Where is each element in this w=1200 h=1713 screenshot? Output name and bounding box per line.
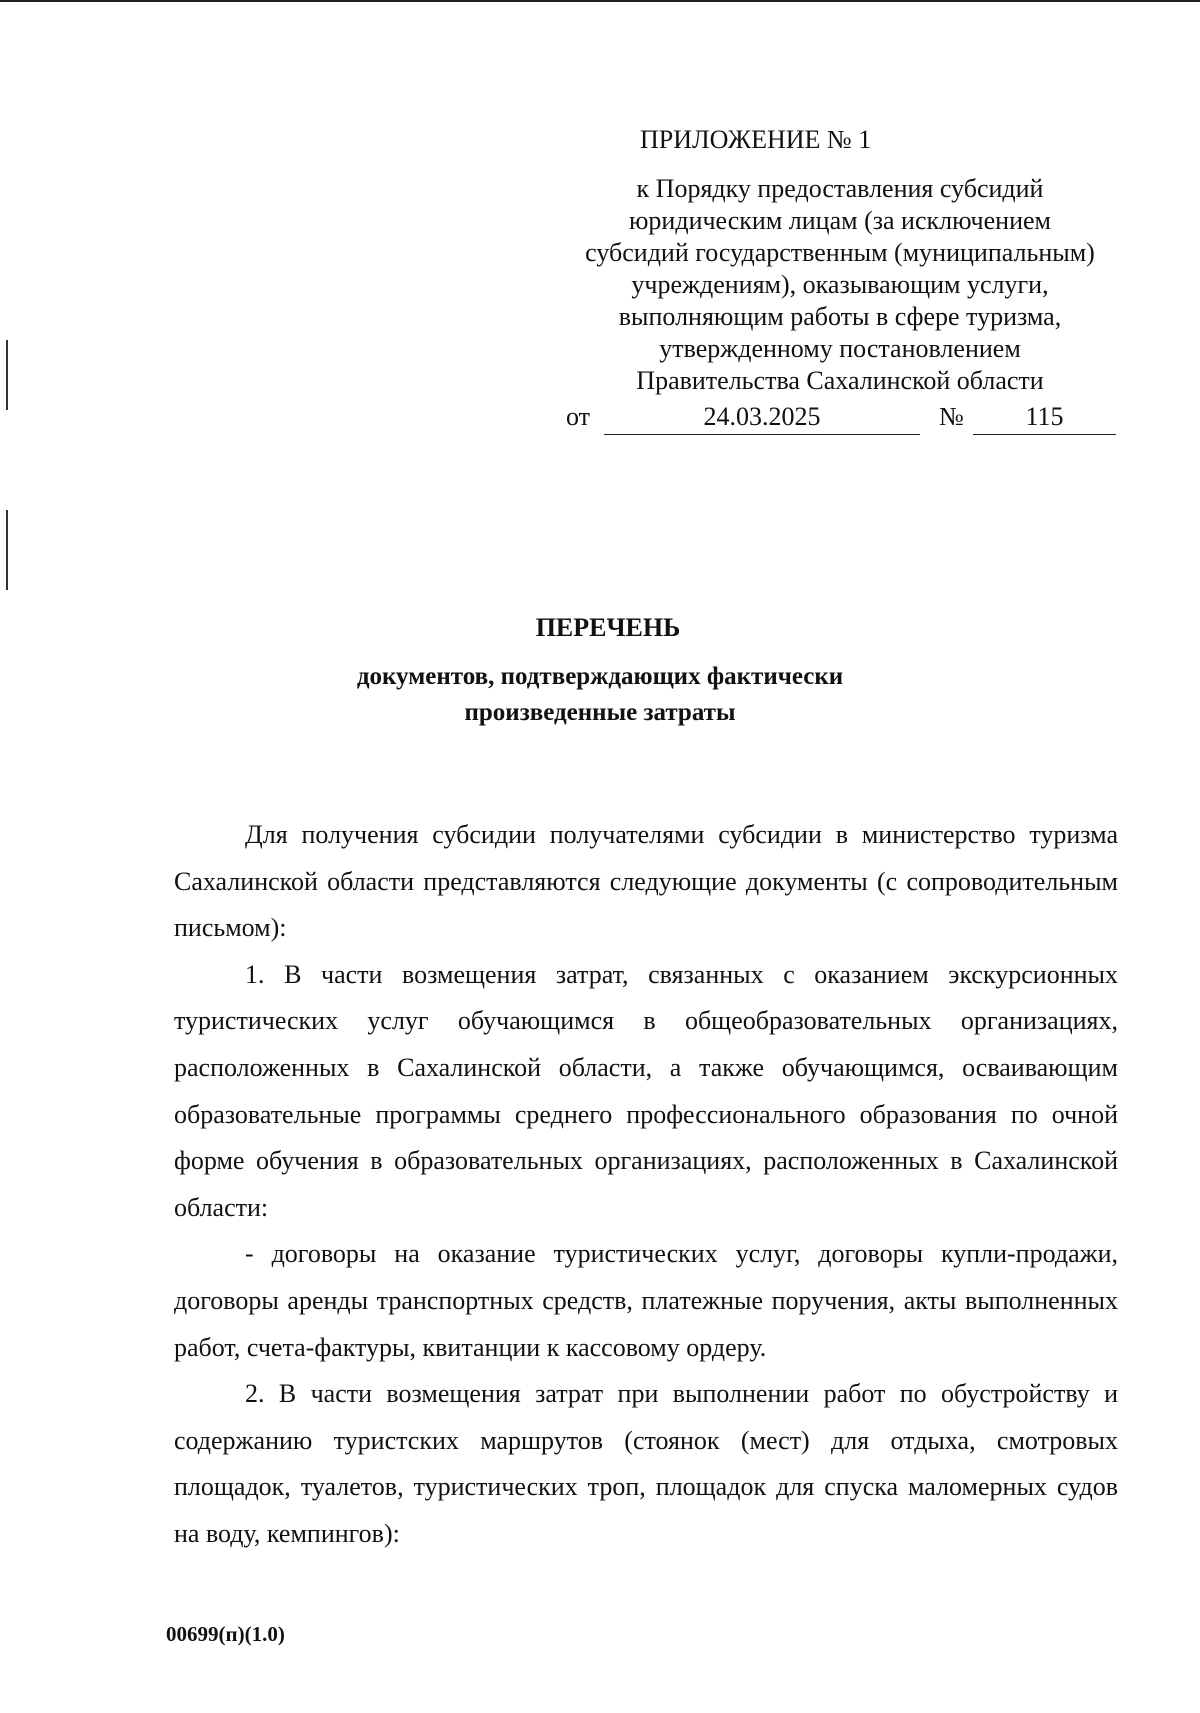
- appendix-reference: [540, 173, 1140, 397]
- appendix-line: выполняющим работы в сфере туризма,: [618, 302, 1062, 331]
- appendix-line: к Порядку предоставления субсидий: [636, 174, 1044, 203]
- appendix-line: субсидий государственным (муниципальным): [585, 238, 1095, 267]
- document-body: [174, 812, 1118, 1558]
- appendix-line: Правительства Сахалинской области: [636, 366, 1044, 395]
- item-1-paragraph: 1. В части возмещения затрат, связанных с оказанием экскурсионных туристических услуг обучающимся в общеобразовательных организациях, расположенных в Сахалинской области, а также обучающимся, осваивающим образовательные программы среднего профессионального образования по очной форме обучения в образовательных организациях, расположенных в Сахалинской области:: [174, 959, 1118, 1222]
- item-2-paragraph: 2. В части возмещения затрат при выполнении работ по обустройству и содержанию туристских маршрутов (стоянок (мест) для отдыха, смотровых площадок, туалетов, туристических троп, площадок для спуска маломерных судов на воду, кемпингов):: [174, 1379, 1118, 1548]
- appendix-line: учреждениям), оказывающим услуги,: [631, 270, 1049, 299]
- top-scan-rule: [0, 0, 1200, 2]
- subtitle-line: документов, подтверждающих фактически: [356, 663, 844, 690]
- appendix-line: юридическим лицам (за исключением: [629, 206, 1051, 235]
- decree-date-number-row: [566, 402, 1122, 436]
- document-title: ПЕРЕЧЕНЬ: [535, 613, 681, 642]
- number-prefix: №: [939, 402, 964, 431]
- intro-paragraph: Для получения субсидии получателями субсидии в министерство туризма Сахалинской области представляются следующие документы (с сопроводительным письмом):: [174, 820, 1118, 943]
- date-prefix: от: [566, 402, 591, 431]
- scan-margin-mark: [6, 340, 8, 410]
- decree-date: 24.03.2025: [604, 402, 920, 435]
- subtitle-line: произведенные затраты: [464, 699, 736, 726]
- decree-number: 115: [973, 402, 1116, 435]
- appendix-line: утвержденному постановлением: [659, 334, 1021, 363]
- document-code: 00699(п)(1.0): [166, 1622, 285, 1646]
- document-subtitle: [0, 659, 1200, 731]
- item-1-documents-paragraph: - договоры на оказание туристических услуг, договоры купли-продажи, договоры аренды транспортных средств, платежные поручения, акты выполненных работ, счета-фактуры, квитанции к кассовому ордеру.: [174, 1239, 1118, 1362]
- scan-margin-mark: [6, 510, 8, 590]
- appendix-title: ПРИЛОЖЕНИЕ № 1: [640, 125, 872, 154]
